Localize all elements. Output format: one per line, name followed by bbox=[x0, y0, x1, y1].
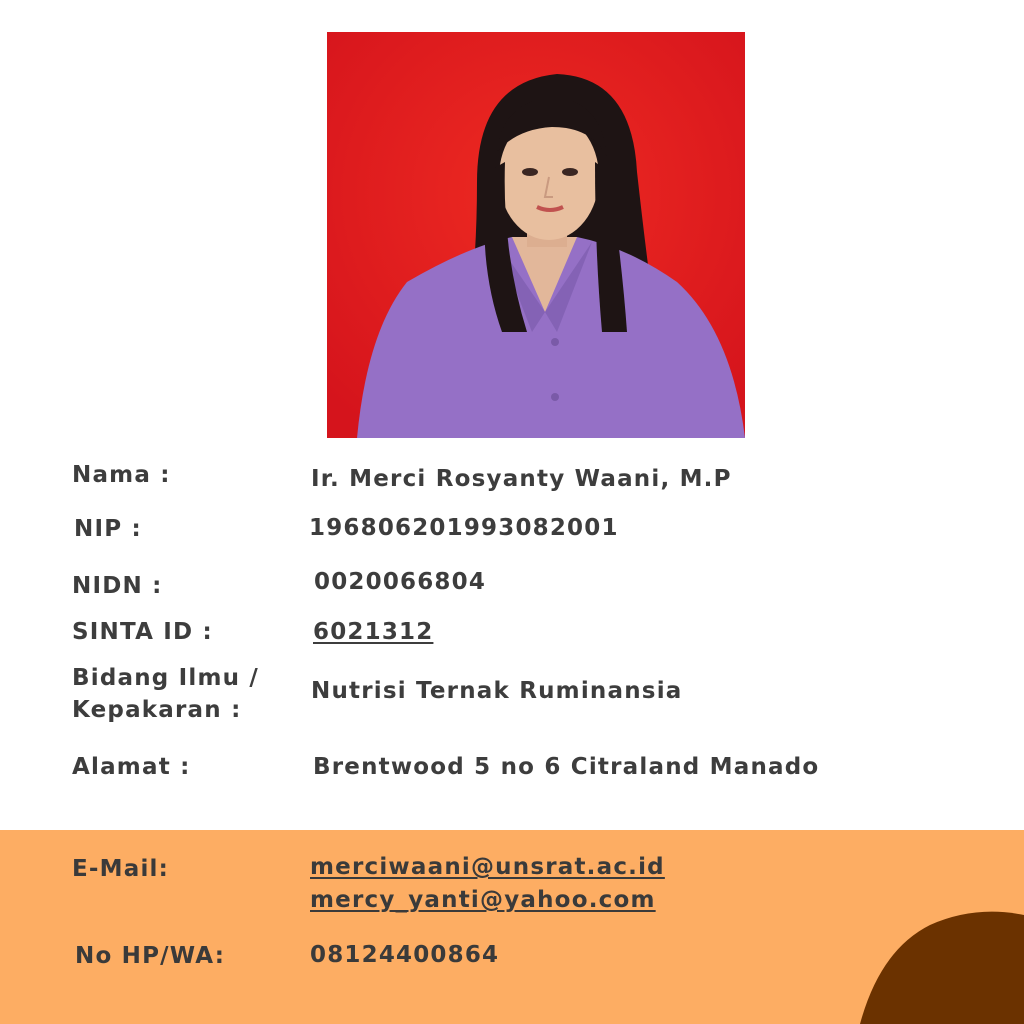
email-label: E-Mail: bbox=[72, 856, 170, 882]
nama-label: Nama : bbox=[72, 462, 171, 488]
phone-label: No HP/WA: bbox=[75, 943, 226, 969]
nip-label: NIP : bbox=[74, 516, 142, 542]
bidang-label-line1: Bidang Ilmu / bbox=[72, 665, 260, 691]
nip-value: 196806201993082001 bbox=[309, 515, 619, 541]
nidn-label: NIDN : bbox=[72, 573, 163, 599]
bidang-label-line2: Kepakaran : bbox=[72, 697, 242, 723]
phone-value: 08124400864 bbox=[310, 942, 500, 968]
portrait-illustration bbox=[327, 32, 745, 438]
sinta-label: SINTA ID : bbox=[72, 619, 213, 645]
profile-photo bbox=[327, 32, 745, 438]
sinta-id-link[interactable]: 6021312 bbox=[313, 619, 434, 645]
alamat-value: Brentwood 5 no 6 Citraland Manado bbox=[313, 754, 820, 780]
email-link-primary[interactable]: merciwaani@unsrat.ac.id bbox=[310, 854, 665, 880]
nidn-value: 0020066804 bbox=[314, 569, 487, 595]
contact-footer bbox=[0, 830, 1024, 1024]
email-link-secondary[interactable]: mercy_yanti@yahoo.com bbox=[310, 887, 656, 913]
nama-value: Ir. Merci Rosyanty Waani, M.P bbox=[311, 466, 732, 492]
bidang-value: Nutrisi Ternak Ruminansia bbox=[311, 678, 683, 704]
alamat-label: Alamat : bbox=[72, 754, 191, 780]
